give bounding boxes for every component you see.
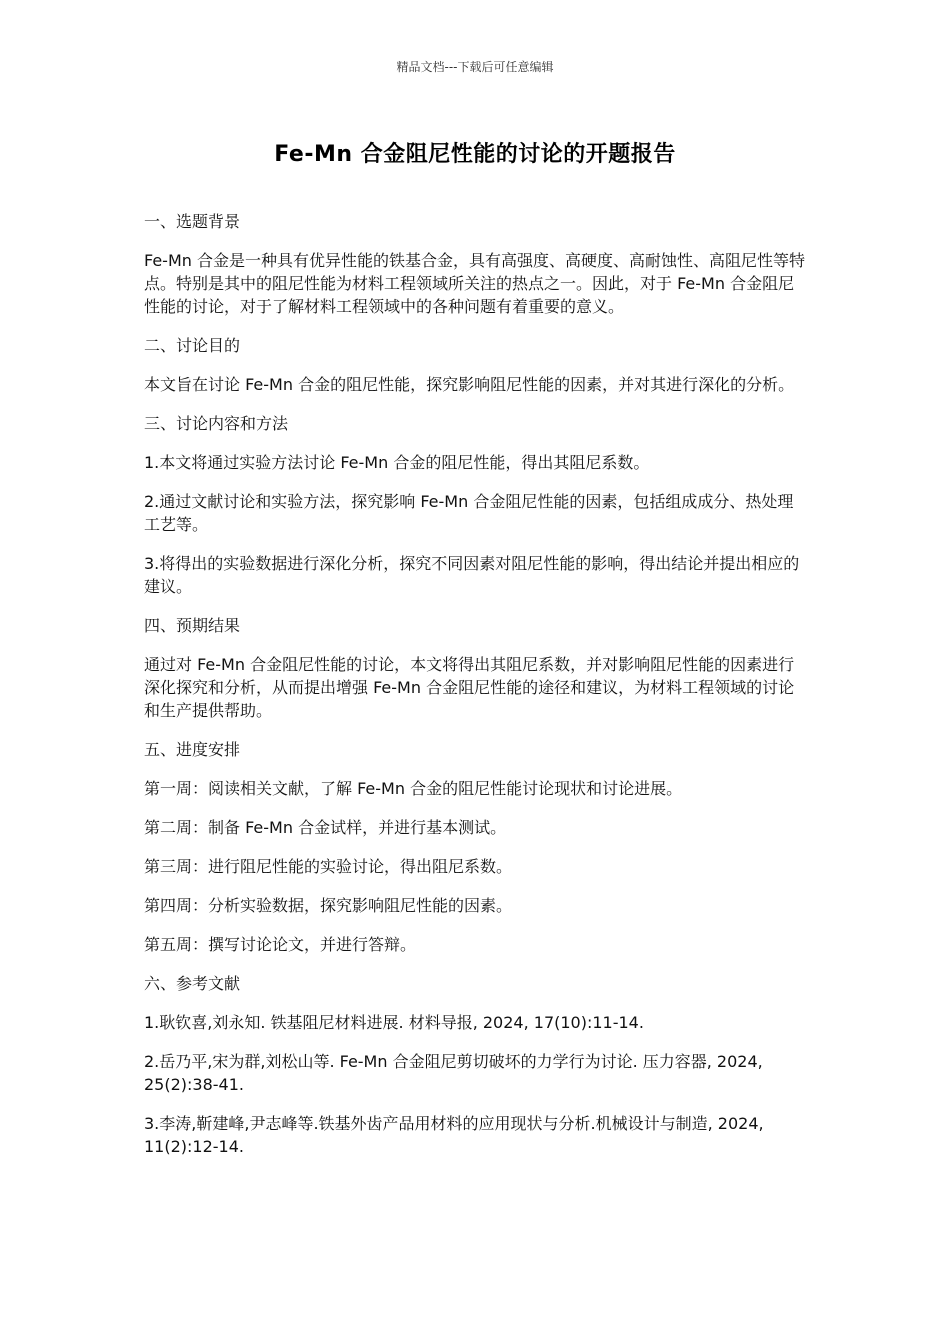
schedule-item: 第四周：分析实验数据，探究影响阻尼性能的因素。	[144, 896, 513, 915]
document-body	[144, 210, 806, 1174]
document-title: Fe-Mn 合金阻尼性能的讨论的开题报告	[274, 142, 676, 167]
schedule-item: 第三周：进行阻尼性能的实验讨论，得出阻尼系数。	[144, 857, 513, 876]
section-heading-results: 四、预期结果	[144, 616, 241, 635]
schedule-item: 第五周：撰写讨论论文，并进行答辩。	[144, 935, 417, 954]
section-heading-purpose: 二、讨论目的	[144, 336, 241, 355]
section-body-background: Fe-Mn 合金是一种具有优异性能的铁基合金，具有高强度、高硬度、高耐蚀性、高阻尼性等特点。特别是其中的阻尼性能为材料工程领域所关注的热点之一。因此，对于 Fe-Mn 合金阻尼性能的讨论，对于了解材料工程领域中的各种问题有着重要的意义。	[144, 251, 805, 316]
schedule-item: 第一周：阅读相关文献，了解 Fe-Mn 合金的阻尼性能讨论现状和讨论进展。	[144, 779, 683, 798]
schedule-item: 第二周：制备 Fe-Mn 合金试样，并进行基本测试。	[144, 818, 507, 837]
methods-item: 3.将得出的实验数据进行深化分析，探究不同因素对阻尼性能的影响，得出结论并提出相应的建议。	[144, 554, 800, 596]
section-heading-methods: 三、讨论内容和方法	[144, 414, 289, 433]
section-heading-background: 一、选题背景	[144, 212, 241, 231]
section-heading-references: 六、参考文献	[144, 974, 241, 993]
section-body-results: 通过对 Fe-Mn 合金阻尼性能的讨论，本文将得出其阻尼系数，并对影响阻尼性能的因素进行深化探究和分析，从而提出增强 Fe-Mn 合金阻尼性能的途径和建议，为材料工程领域的讨论和生产提供帮助。	[144, 655, 795, 720]
reference-item: 2.岳乃平,宋为群,刘松山等. Fe-Mn 合金阻尼剪切破坏的力学行为讨论. 压力容器, 2024, 25(2):38-41.	[144, 1052, 763, 1094]
methods-item: 2.通过文献讨论和实验方法，探究影响 Fe-Mn 合金阻尼性能的因素，包括组成成分、热处理工艺等。	[144, 492, 794, 534]
section-heading-schedule: 五、进度安排	[144, 740, 241, 759]
methods-item: 1.本文将通过实验方法讨论 Fe-Mn 合金的阻尼性能，得出其阻尼系数。	[144, 453, 650, 472]
page-header-watermark: 精品文档---下载后可任意编辑	[396, 60, 554, 74]
section-body-purpose: 本文旨在讨论 Fe-Mn 合金的阻尼性能，探究影响阻尼性能的因素，并对其进行深化的分析。	[144, 375, 795, 394]
reference-item: 1.耿钦喜,刘永知. 铁基阻尼材料进展. 材料导报, 2024, 17(10):11-14.	[144, 1013, 644, 1032]
reference-item: 3.李涛,靳建峰,尹志峰等.铁基外齿产品用材料的应用现状与分析.机械设计与制造, 2024, 11(2):12-14.	[144, 1114, 764, 1156]
